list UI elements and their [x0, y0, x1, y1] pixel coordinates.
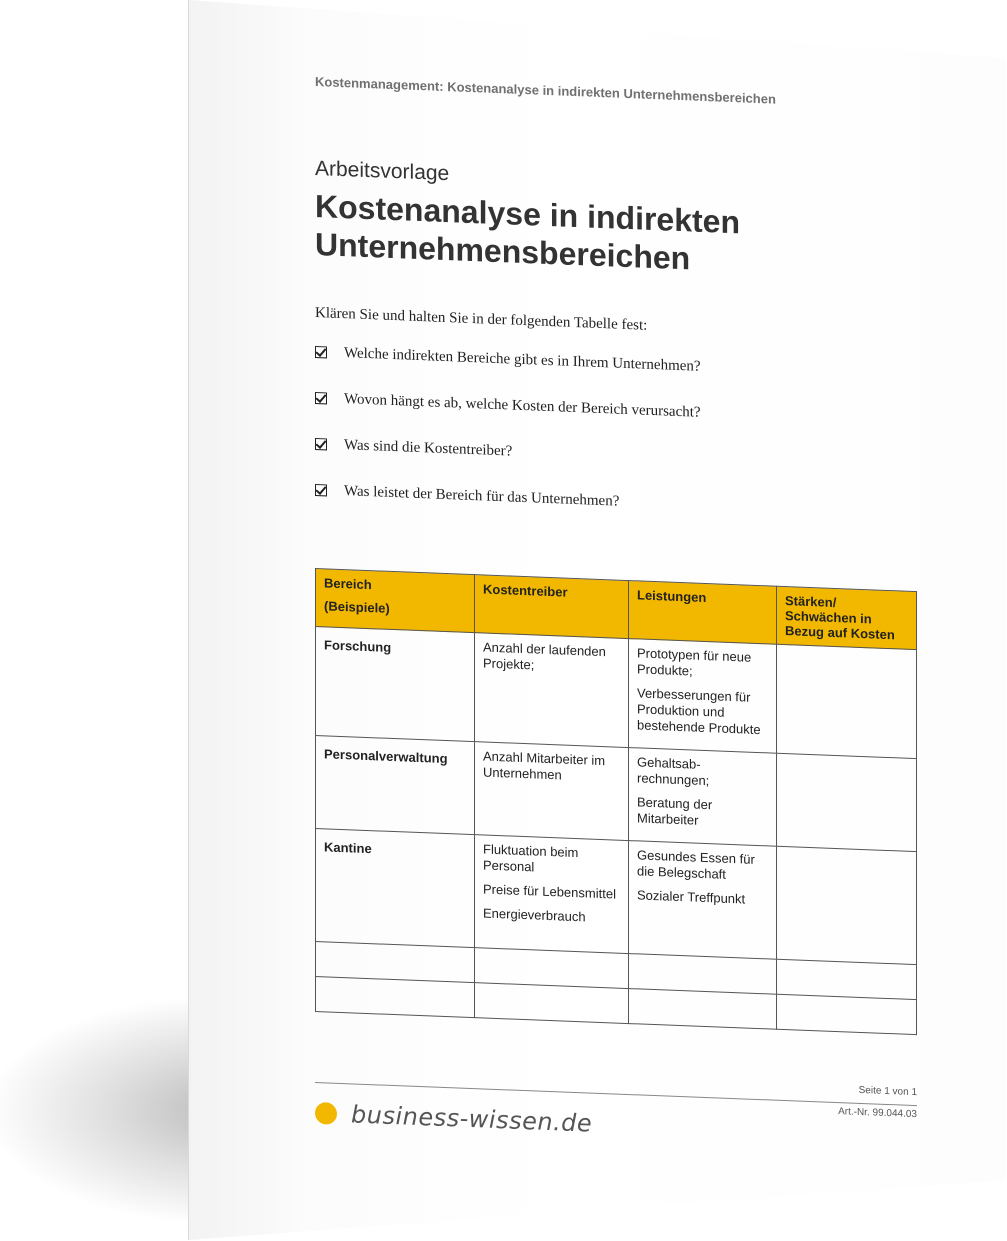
document-content [315, 70, 925, 1196]
document-title [315, 187, 925, 286]
cell-area: Kantine [316, 829, 475, 948]
cell-text: Beratung der Mitarbeiter [637, 794, 713, 828]
cell-staerken-empty [777, 644, 917, 758]
cell-empty [475, 948, 629, 989]
document-header: Kostenmanagement: Kostenanalyse in indirekten Unternehmensbereichen [315, 74, 776, 107]
cell-text: Verbesserungen für Produktion und bestehende Produkte [637, 685, 761, 738]
cell-area: Personalverwaltung [316, 736, 475, 835]
cell-kostentreiber [475, 742, 629, 841]
page-number: Seite 1 von 1 [858, 1084, 917, 1099]
cell-text: Sozialer Treffpunkt [637, 887, 746, 907]
cell-staerken-empty [777, 846, 917, 964]
checkbox-checked-icon [315, 392, 327, 404]
header-beispiele-label: (Beispiele) [324, 598, 390, 616]
checklist-item-text: Wovon hängt es ab, welche Kosten der Bereich verursacht? [344, 391, 701, 421]
logo-dot-icon [315, 1102, 337, 1125]
document-kicker: Arbeitsvorlage [315, 157, 450, 186]
checkbox-checked-icon [315, 484, 327, 496]
checklist [315, 344, 925, 551]
header-bereich-label: Bereich [324, 575, 372, 593]
cell-text: Energieverbrauch [483, 905, 586, 925]
cell-leistungen [629, 748, 777, 847]
header-staerken-schwaechen: Stärken/ Schwächen in Bezug auf Kosten [777, 586, 917, 649]
cell-area: Forschung [316, 627, 475, 742]
cell-text: Gehaltsab-rechnungen; [637, 754, 710, 789]
cell-text: Gesundes Essen für die Belegschaft [637, 847, 755, 882]
business-wissen-logo [315, 1099, 592, 1138]
cell-empty [316, 977, 475, 1018]
cell-empty [475, 983, 629, 1024]
title-line-1: Kostenanalyse in indirekten [315, 188, 741, 241]
cell-text: Anzahl der laufenden Projekte; [483, 639, 606, 673]
header-bereich [316, 569, 475, 633]
cell-kostentreiber [475, 633, 629, 748]
cell-empty [777, 994, 917, 1034]
cell-empty [777, 959, 917, 999]
checkbox-checked-icon [315, 438, 327, 450]
checkbox-checked-icon [315, 346, 327, 358]
page-info [838, 1079, 917, 1126]
cell-empty [629, 989, 777, 1030]
cell-staerken-empty [777, 753, 917, 851]
intro-text: Klären Sie und halten Sie in der folgenden Tabelle fest: [315, 305, 648, 334]
article-number: Art.-Nr. 99.044.03 [838, 1106, 917, 1121]
title-line-2: Unternehmensbereichen [315, 226, 691, 277]
cell-leistungen [629, 841, 777, 960]
header-kostentreiber: Kostentreiber [475, 575, 629, 639]
checklist-item-text: Was leistet der Bereich für das Unternehmen? [344, 483, 620, 510]
checklist-item-text: Welche indirekten Bereiche gibt es in Ihrem Unternehmen? [344, 345, 701, 375]
cell-text: Fluktuation beim Personal [483, 841, 579, 875]
cell-text: Anzahl Mitarbeiter im Unternehmen [483, 748, 606, 783]
cell-empty [629, 954, 777, 995]
cell-kostentreiber [475, 835, 629, 954]
checklist-item-text: Was sind die Kostentreiber? [344, 437, 513, 460]
cell-leistungen [629, 639, 777, 754]
cost-analysis-table [315, 568, 917, 1035]
header-leistungen: Leistungen [629, 581, 777, 645]
logo-text: business-wissen.de [351, 1100, 593, 1138]
cell-text: Prototypen für neue Produkte; [637, 645, 752, 679]
cell-text: Preise für Lebensmittel [483, 881, 616, 902]
